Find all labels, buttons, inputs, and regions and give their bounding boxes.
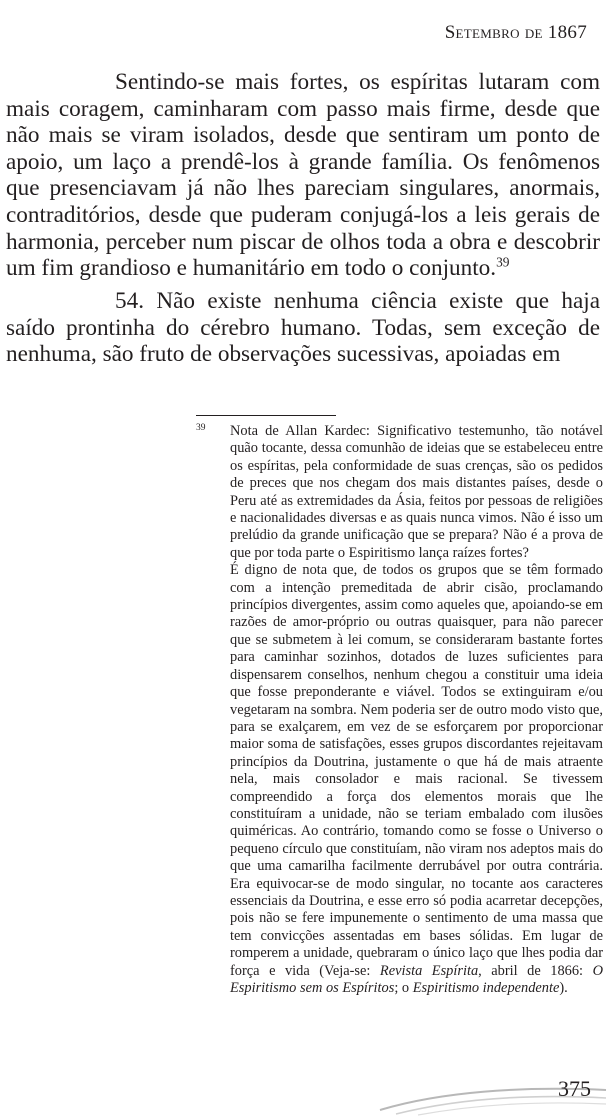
running-header: Setembro de 1867 — [444, 22, 587, 43]
reference-article: Espiritismo independente — [412, 980, 560, 996]
paragraph-text: Sentindo-se mais fortes, os espíritas lutaram com mais coragem, caminharam com passo mais firme, desde que não mais se viram isolados, desde que sentiram um ponto de apoio, um laço a prendê-los à grande família. Os fenômenos que presenciavam já não lhes pareciam singulares, anormais, contraditórios, desde que puderam conjugá-los a leis gerais de harmonia, perceber num piscar de olhos toda a obra e descobrir um fim grandioso e humanitário em todo o conjunto. — [6, 69, 600, 282]
footnote-paragraph-1: Nota de Allan Kardec: Significativo testemunho, tão notável quão tocante, dessa comunhão de ideias que se estabeleceu entre os espíritas, pela conformidade de suas crenças, são os pedidos de preces que nos chegam dos mais distantes países, desde o Peru até as extremidades da Ásia, feitos por pessoas de religiões e nacionalidades diversas e as quais nunca vimos. Não é isso um prelúdio da grande unificação que se prepara? Não é a prova de que por toda parte o Espiritismo lança raízes fortes? — [230, 423, 603, 561]
footnote-number: 39 — [196, 423, 206, 433]
body-paragraph-1 — [6, 69, 600, 282]
footnote — [196, 423, 603, 997]
body-paragraph-2 — [6, 288, 600, 368]
reference-journal: Revista Espírita — [379, 962, 479, 979]
footnote-reference[interactable]: 39 — [496, 254, 510, 270]
reference-article: O Espiritismo sem os Espíritos — [230, 962, 603, 996]
page-number: 375 — [558, 1076, 591, 1101]
paragraph-text: 54. Não existe nenhuma ciência existe que haja saído prontinha do cérebro humano. Todas, sem exceção de nenhuma, são fruto de observações sucessivas, apoiadas em — [6, 288, 600, 368]
footnote-divider — [196, 415, 336, 416]
footnote-paragraph-2: É digno de nota que, de todos os grupos que se têm formado com a intenção premeditada de abrir cisão, proclamando princípios divergentes, assim como aqueles que, apoiando-se em razões de amor-próprio ou outras quaisquer, para não parecer que se submetem à lei comum, se consideraram bastante fortes para caminhar sozinhos, dotados de luzes suficientes para dispensarem conselhos, nenhum chegou a constituir uma ideia que fosse preponderante e viável. Todos se extinguiram e/ou vegetaram na sombra. Nem poderia ser de outro modo visto que, para se exalçarem, em vez de se esforçarem por proporcionar maior soma de satisfações, esses grupos discordantes rejeitavam princípios da Doutrina, justamente o que há de mais atraente nela, mais consolador e mais racional. Se tivessem compreendido a força dos elementos morais que lhe constituíram a unidade, não se teriam embalado com ilusões quiméricas. Ao contrário, tomando como se fosse o Universo o pequeno círculo que constituíam, não viram nos adeptos mais do que uma camarilha facilmente derrubável por outra contrária. Era equivocar-se de modo singular, no tocante aos caracteres essenciais da Doutrina, e esse erro só podia acarretar decepções, pois não se fere impunemente o sentimento de uma massa que tem convicções assentadas em bases sólidas. Em lugar de romperem a unidade, quebraram o único laço que lhes podia dar força e vida (Veja-se: Revista Espírita, abril de 1866: O Espiritismo sem os Espíritos; o Espiritismo independente). — [230, 562, 603, 996]
